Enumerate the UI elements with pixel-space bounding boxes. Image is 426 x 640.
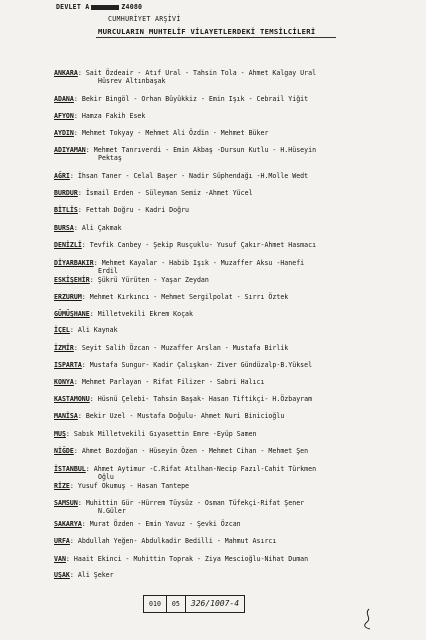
representative-names: Sabık Milletvekili Gıyasettin Emre -Eyüp Samen	[73, 430, 257, 438]
province-row	[54, 447, 308, 455]
colon-separator: :	[89, 310, 94, 318]
representative-names: Mehmet Parlayan - Rifat Filizer - Sabri Halıcı	[81, 378, 265, 386]
representative-names: Bekir Bingöl - Orhan Büyükkiz - Emin Işık - Cebrail Yiğit	[81, 95, 309, 103]
colon-separator: :	[73, 129, 78, 137]
colon-separator: :	[65, 430, 70, 438]
representative-names-continued: Oğlu	[98, 473, 114, 481]
province-row	[54, 555, 308, 563]
representative-names: Hüsnü Çelebi- Tahsin Başak- Hasan Tiftikçi- H.Özbayram	[97, 395, 313, 403]
representative-names: Ali Kaynak	[77, 326, 118, 334]
province-row	[54, 465, 316, 481]
ink-blot	[91, 5, 119, 10]
representative-names: Mehmet Kırkıncı - Mehmet Sergilpolat - Sırrı Öztek	[89, 293, 289, 301]
representative-names: Şükrü Yürüten - Yaşar Zeydan	[97, 276, 209, 284]
province-row	[54, 361, 312, 369]
province-row	[54, 276, 209, 284]
province-name: GÜMÜŞHANE	[54, 310, 90, 318]
representative-names: İhsan Taner - Celal Başer - Nadir Süphendağı -H.Molle Wedt	[77, 172, 309, 180]
province-row	[54, 241, 316, 249]
representative-names: Sait Özdeair - Atıf Ural - Tahsin Tola - Ahmet Kalgay Ural	[85, 69, 317, 77]
colon-separator: :	[73, 378, 78, 386]
province-name: SAKARYA	[54, 520, 82, 528]
province-name: İÇEL	[54, 326, 70, 334]
title-underline	[96, 37, 336, 38]
province-row	[54, 482, 189, 490]
representative-names: Mehmet Tokyay - Mehmet Ali Özdin - Mehmet Büker	[81, 129, 269, 137]
province-row	[54, 326, 118, 334]
representative-names: Hamza Fakih Esek	[81, 112, 146, 120]
province-row	[54, 112, 145, 120]
province-name: ERZURUM	[54, 293, 82, 301]
province-row	[54, 69, 316, 85]
colon-separator: :	[93, 259, 98, 267]
province-name: NİĞDE	[54, 447, 74, 455]
province-row	[54, 189, 253, 197]
representative-names: Milletvekili Ekrem Koçak	[97, 310, 193, 318]
representative-names: Fettah Doğru - Kadri Doğru	[85, 206, 190, 214]
province-name: AFYON	[54, 112, 74, 120]
province-name: DENİZLİ	[54, 241, 82, 249]
representative-names: Murat Özden - Emin Yavuz - Şevki Özcan	[89, 520, 241, 528]
province-name: ISPARTA	[54, 361, 82, 369]
province-name: ESKİŞEHİR	[54, 276, 90, 284]
province-row	[54, 395, 312, 403]
colon-separator: :	[77, 499, 82, 507]
colon-separator: :	[69, 571, 74, 579]
colon-separator: :	[89, 395, 94, 403]
reference-code-2: 05	[167, 596, 186, 612]
province-row	[54, 259, 304, 275]
province-name: BURDUR	[54, 189, 78, 197]
representative-names: Ahmet Bozdoğan - Hüseyin Özen - Mehmet Cihan - Mehmet Şen	[81, 447, 309, 455]
province-row	[54, 430, 257, 438]
colon-separator: :	[81, 361, 86, 369]
province-row	[54, 344, 288, 352]
archive-name: CUMHURİYET ARŞİVİ	[108, 15, 181, 23]
province-row	[54, 378, 264, 386]
document-title: MURCULARIN MUHTELİF VİLAYETLERDEKİ TEMSİLCİLERİ	[98, 27, 316, 36]
colon-separator: :	[77, 206, 82, 214]
province-name: DİYARBAKIR	[54, 259, 94, 267]
representative-names: Bekir Uzel - Mustafa Doğulu- Ahmet Nuri Binicioğlu	[85, 412, 285, 420]
province-name: SAMSUN	[54, 499, 78, 507]
province-name: UŞAK	[54, 571, 70, 579]
province-row	[54, 146, 316, 162]
province-name: BİTLİS	[54, 206, 78, 214]
colon-separator: :	[73, 112, 78, 120]
province-row	[54, 537, 276, 545]
province-name: AYDIN	[54, 129, 74, 137]
province-name: İZMİR	[54, 344, 74, 352]
colon-separator: :	[77, 69, 82, 77]
colon-separator: :	[85, 146, 90, 154]
colon-separator: :	[81, 520, 86, 528]
colon-separator: :	[85, 465, 90, 473]
representative-names: Muhittin Gür -Hürrem Tüysüz - Osman Tüfekçi-Rifat Şener	[85, 499, 305, 507]
province-row	[54, 224, 122, 232]
colon-separator: :	[69, 482, 74, 490]
province-row	[54, 520, 241, 528]
archive-stamp: DEVLET A Z4080	[56, 3, 143, 11]
province-name: RİZE	[54, 482, 70, 490]
representative-names: İsmail Erden - Süleyman Semiz -Ahmet Yücel	[85, 189, 253, 197]
colon-separator: :	[65, 555, 70, 563]
colon-separator: :	[89, 276, 94, 284]
province-name: MANİSA	[54, 412, 78, 420]
province-name: VAN	[54, 555, 66, 563]
representative-names: Mehmet Tanrıverdi - Emin Akbaş -Dursun Kutlu - H.Hüseyin	[93, 146, 317, 154]
representative-names: Yusuf Okumuş - Hasan Tantepe	[77, 482, 190, 490]
province-name: ANKARA	[54, 69, 78, 77]
province-name: URFA	[54, 537, 70, 545]
representative-names: Ali Çakmak	[81, 224, 122, 232]
province-name: MUŞ	[54, 430, 66, 438]
representative-names-continued: N.Güler	[98, 507, 126, 515]
province-row	[54, 129, 268, 137]
province-row	[54, 172, 308, 180]
province-name: AĞRI	[54, 172, 70, 180]
province-name: ADANA	[54, 95, 74, 103]
representative-names: Mehmet Kayalar - Habib Işık - Muzaffer Aksu -Hanefi	[101, 259, 305, 267]
representative-names: Ali Şeker	[77, 571, 114, 579]
colon-separator: :	[81, 241, 86, 249]
representative-names-continued: Pektaş	[98, 154, 122, 162]
province-row	[54, 571, 114, 579]
province-name: KONYA	[54, 378, 74, 386]
archive-reference-box	[143, 595, 245, 613]
colon-separator: :	[69, 326, 74, 334]
representative-names: Haait Ekinci - Muhittin Toprak - Ziya Mescioğlu-Nihat Duman	[73, 555, 309, 563]
colon-separator: :	[81, 293, 86, 301]
colon-separator: :	[69, 172, 74, 180]
province-row	[54, 310, 193, 318]
representative-names: Ahmet Aytimur -C.Rifat Atılhan-Necip Fazıl-Cahit Türkmen	[93, 465, 317, 473]
province-row	[54, 206, 189, 214]
colon-separator: :	[73, 224, 78, 232]
representative-names: Mustafa Sungur- Kadir Çalışkan- Ziver Gündüzalp-B.Yüksel	[89, 361, 313, 369]
province-row	[54, 412, 284, 420]
colon-separator: :	[73, 447, 78, 455]
province-name: BURSA	[54, 224, 74, 232]
representative-names-continued: Hüsrev Altınbaşak	[98, 77, 166, 85]
province-name: KASTAMONU	[54, 395, 90, 403]
reference-number: 326/1007-4	[190, 599, 240, 608]
reference-code-1: 010	[144, 596, 167, 612]
colon-separator: :	[77, 189, 82, 197]
province-row	[54, 293, 288, 301]
representative-names: Abdullah Yeğen- Abdulkadir Bedilli - Mahmut Asırcı	[77, 537, 277, 545]
representative-names-continued: Erdil	[98, 267, 118, 275]
representative-names: Seyit Salih Özcan - Muzaffer Arslan - Mustafa Birlik	[81, 344, 289, 352]
handwritten-mark	[362, 608, 374, 630]
representative-names: Tevfik Canbey - Şekip Rusçuklu- Yusuf Çakır-Ahmet Hasmacı	[89, 241, 317, 249]
province-name: İSTANBUL	[54, 465, 86, 473]
colon-separator: :	[69, 537, 74, 545]
province-name: ADIYAMAN	[54, 146, 86, 154]
colon-separator: :	[77, 412, 82, 420]
province-row	[54, 95, 308, 103]
colon-separator: :	[73, 344, 78, 352]
province-row	[54, 499, 304, 515]
colon-separator: :	[73, 95, 78, 103]
